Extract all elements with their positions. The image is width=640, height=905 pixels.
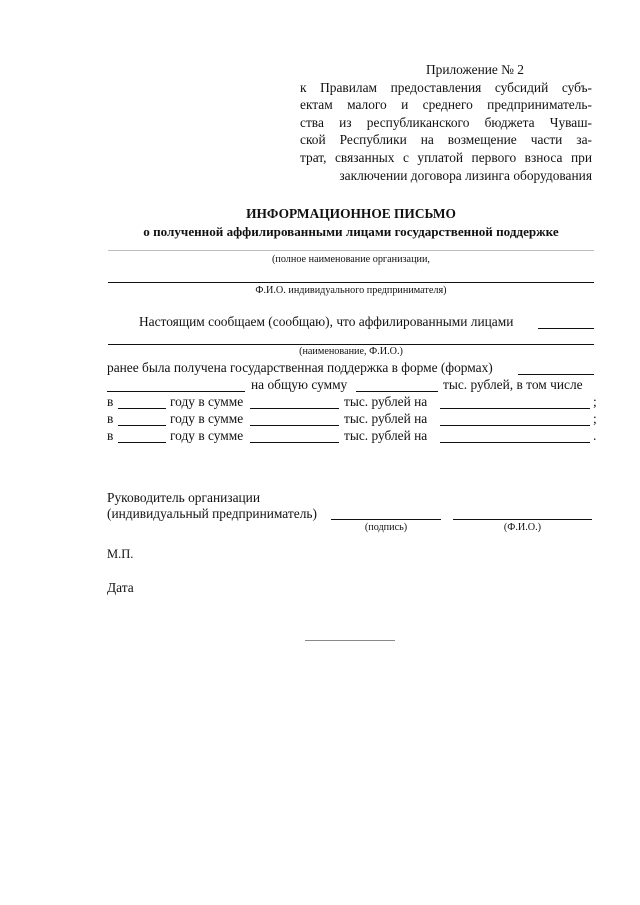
purpose-field[interactable] (440, 442, 590, 443)
annex-line: заключении договора лизинга оборудования (339, 167, 592, 183)
footer-separator (305, 640, 395, 641)
signer-name-field[interactable] (453, 519, 592, 520)
year-row-end: ; (593, 394, 597, 409)
stamp-label: М.П. (107, 547, 134, 561)
year-row-unit: тыс. рублей на (344, 428, 428, 443)
signature-caption: (подпись) (364, 522, 408, 533)
year-row-end: . (593, 428, 597, 443)
amount-field[interactable] (250, 425, 339, 426)
signature-field[interactable] (331, 519, 441, 520)
annex-line: ской Республики на возмещение части за- (300, 132, 592, 148)
annex-line: к Правилам предоставления субсидий субъ- (300, 79, 592, 95)
entrepreneur-caption: Ф.И.О. индивидуального предпринимателя) (255, 285, 447, 296)
year-row-text: году в сумме (170, 394, 244, 409)
annex-title: Приложение № 2 (425, 62, 525, 77)
entrepreneur-name-line[interactable] (108, 282, 594, 283)
affiliates-line-short[interactable] (538, 328, 594, 329)
year-row-text: году в сумме (170, 411, 244, 426)
support-form-text: ранее была получена государственная поддержка в форме (формах) (107, 360, 493, 375)
year-row-prefix: в (107, 394, 114, 409)
amount-field[interactable] (250, 442, 339, 443)
total-prefix: на общую сумму (251, 377, 348, 392)
signature-title-line1: Руководитель организации (107, 490, 261, 505)
year-row-end: ; (593, 411, 597, 426)
amount-field[interactable] (250, 408, 339, 409)
year-row-unit: тыс. рублей на (344, 411, 428, 426)
affiliates-caption: (наименование, Ф.И.О.) (299, 346, 403, 357)
year-row-unit: тыс. рублей на (344, 394, 428, 409)
annex-line: ектам малого и среднего предприниматель- (300, 97, 592, 113)
document-title: ИНФОРМАЦИОННОЕ ПИСЬМО (246, 206, 456, 221)
annex-line: ства из республиканского бюджета Чуваш- (300, 114, 592, 130)
date-label: Дата (107, 580, 134, 595)
statement-text: Настоящим сообщаем (сообщаю), что аффилированными лицами (139, 314, 514, 329)
year-field[interactable] (118, 442, 166, 443)
total-suffix: тыс. рублей, в том числе (443, 377, 583, 392)
signer-name-caption: (Ф.И.О.) (503, 522, 542, 533)
total-amount-line[interactable] (356, 391, 438, 392)
year-row-prefix: в (107, 411, 114, 426)
year-row-prefix: в (107, 428, 114, 443)
support-form-line-cont[interactable] (107, 391, 245, 392)
purpose-field[interactable] (440, 425, 590, 426)
org-name-line[interactable] (108, 250, 594, 251)
signature-title-line2: (индивидуальный предприниматель) (107, 506, 317, 521)
year-row-text: году в сумме (170, 428, 244, 443)
org-caption: (полное наименование организации, (272, 254, 430, 265)
annex-block (300, 61, 592, 184)
document-subtitle: о полученной аффилированными лицами государственной поддержке (143, 224, 559, 239)
support-form-line[interactable] (518, 374, 594, 375)
purpose-field[interactable] (440, 408, 590, 409)
year-field[interactable] (118, 408, 166, 409)
year-field[interactable] (118, 425, 166, 426)
annex-line: трат, связанных с уплатой первого взноса при (300, 149, 592, 165)
affiliates-line[interactable] (108, 344, 594, 345)
